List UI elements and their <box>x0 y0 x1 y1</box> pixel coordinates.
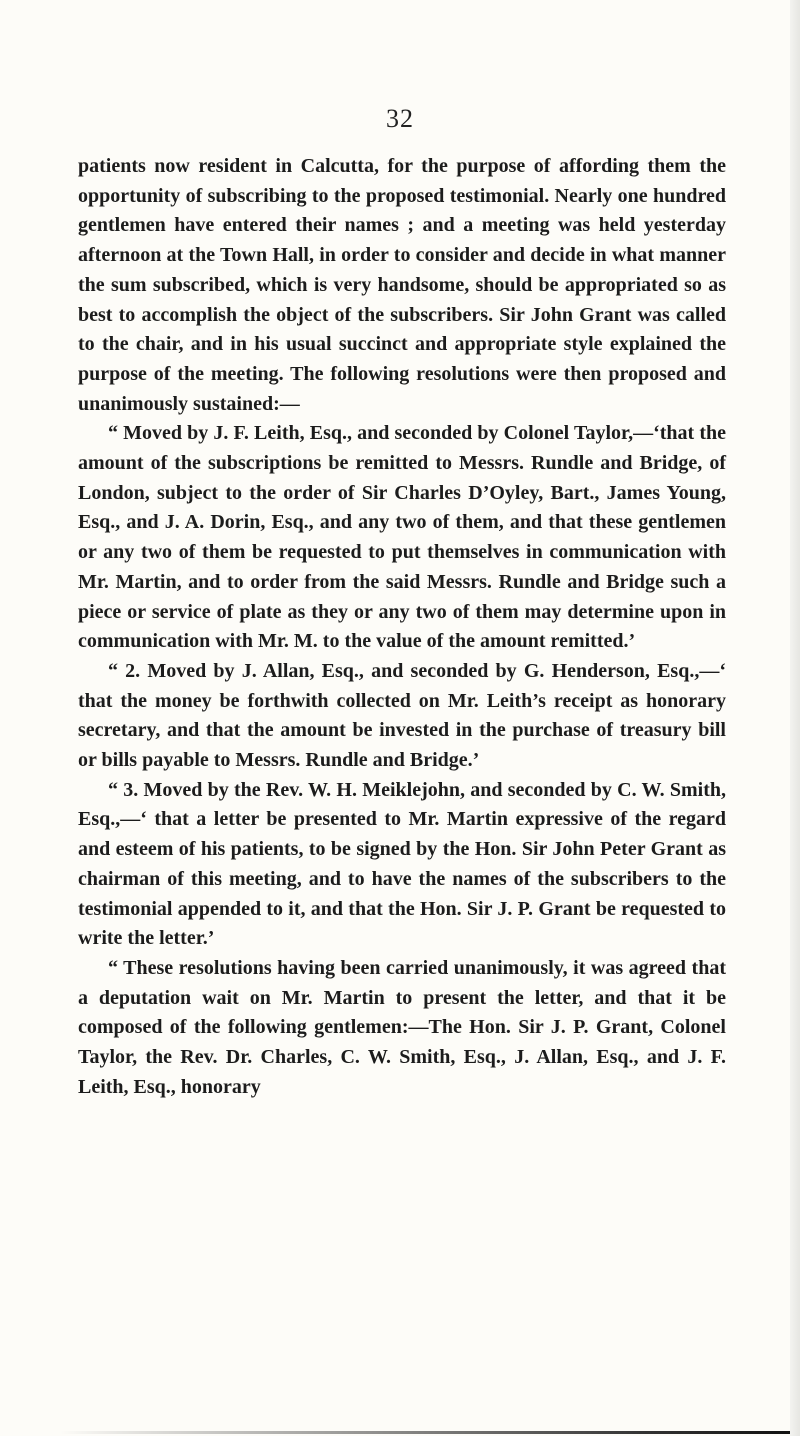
paragraph-resolution-2: “ 2. Moved by J. Allan, Esq., and seconded by G. Henderson, Esq.,—‘ that the money be forthwith collected on Mr. Leith’s receipt as honorary secretary, and that the amount be invested in the purchase of treasury bill or bills payable to Messrs. Rundle and Bridge.’ <box>78 659 726 772</box>
page-number: 32 <box>386 104 414 133</box>
paragraph-resolution-3: “ 3. Moved by the Rev. W. H. Meiklejohn, and seconded by C. W. Smith, Esq.,—‘ that a letter be presented to Mr. Martin expressive of the regard and esteem of his patients, to be signed by the Hon. Sir John Peter Grant as chairman of this meeting, and to have the names of the subscribers to the testimonial appended to it, and that the Hon. Sir J. P. Grant be requested to write the letter.’ <box>78 778 726 950</box>
body-text <box>78 152 726 1103</box>
paragraph-deputation: “ These resolutions having been carried unanimously, it was agreed that a deputation wait on Mr. Martin to present the letter, and that it be composed of the following gentlemen:—The Hon. Sir J. P. Grant, Colonel Taylor, the Rev. Dr. Charles, C. W. Smith, Esq., J. Allan, Esq., and J. F. Leith, Esq., honorary <box>78 956 726 1098</box>
paragraph-intro: patients now resident in Calcutta, for the purpose of affording them the opportunity of subscribing to the proposed testimonial. Nearly one hundred gentlemen have entered their names ; and a meeting was held yesterday afternoon at the Town Hall, in order to consider and decide in what manner the sum subscribed, which is very handsome, should be appropriated so as best to accomplish the object of the subscribers. Sir John Grant was called to the chair, and in his usual succinct and appropriate style explained the purpose of the meeting. The following resolutions were then proposed and unanimously sustained:— <box>78 155 726 415</box>
page-bottom-shadow <box>60 1431 790 1434</box>
paragraph-resolution-1: “ Moved by J. F. Leith, Esq., and seconded by Colonel Taylor,—‘that the amount of the subscriptions be remitted to Messrs. Rundle and Bridge, of London, subject to the order of Sir Charles D’Oyley, Bart., James Young, Esq., and J. A. Dorin, Esq., and any two of them, and that these gentlemen or any two of them be requested to put themselves in communication with Mr. Martin, and to order from the said Messrs. Rundle and Bridge such a piece or service of plate as they or any two of them may determine upon in communication with Mr. M. to the value of the amount remitted.’ <box>78 422 726 653</box>
page-edge-shadow <box>790 0 800 1436</box>
